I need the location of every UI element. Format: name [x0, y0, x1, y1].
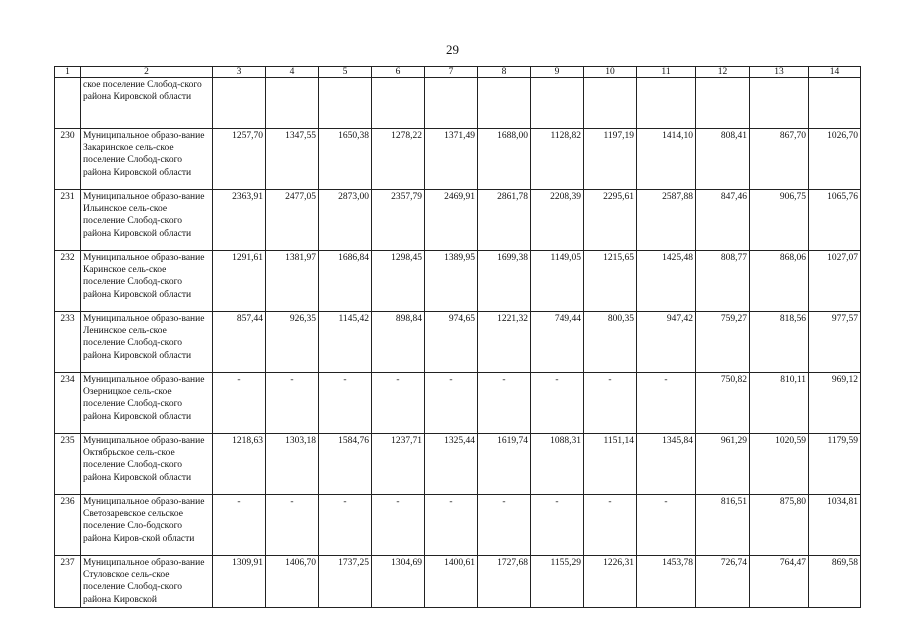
column-header: 1 — [55, 67, 81, 78]
row-number-cell: 237 — [55, 556, 81, 608]
value-cell: 818,56 — [750, 312, 809, 373]
value-cell: - — [319, 373, 372, 434]
value-cell: 969,12 — [809, 373, 861, 434]
column-header: 5 — [319, 67, 372, 78]
municipality-name: Муниципальное образо-вание Стуловское сель-ское поселение Слобод-ского района Кировской — [81, 556, 213, 608]
value-cell: 750,82 — [696, 373, 750, 434]
value-cell: 1699,38 — [478, 251, 531, 312]
value-cell — [809, 78, 861, 129]
value-cell: 810,11 — [750, 373, 809, 434]
value-cell: 816,51 — [696, 495, 750, 556]
value-cell: - — [319, 495, 372, 556]
value-cell: 2477,05 — [266, 190, 319, 251]
page-number: 29 — [446, 42, 459, 57]
value-cell: 961,29 — [696, 434, 750, 495]
table-row — [55, 495, 861, 556]
value-cell — [637, 78, 696, 129]
value-cell: 1197,19 — [584, 129, 637, 190]
value-cell: - — [372, 373, 425, 434]
value-cell: 1686,84 — [319, 251, 372, 312]
municipality-name: Муниципальное образо-вание Каринское сель-ское поселение Слобод-ского района Кировской области — [81, 251, 213, 312]
value-cell — [425, 78, 478, 129]
value-cell: 857,44 — [213, 312, 266, 373]
value-cell: - — [478, 373, 531, 434]
municipality-name: ское поселение Слобод-ского района Кировской области — [81, 78, 213, 129]
table-row — [55, 312, 861, 373]
column-header: 8 — [478, 67, 531, 78]
value-cell: 726,74 — [696, 556, 750, 608]
table-row — [55, 190, 861, 251]
value-cell: - — [425, 495, 478, 556]
value-cell: 1453,78 — [637, 556, 696, 608]
table-row — [55, 373, 861, 434]
value-cell: 1226,31 — [584, 556, 637, 608]
value-cell: 1414,10 — [637, 129, 696, 190]
value-cell: 1257,70 — [213, 129, 266, 190]
value-cell: 1291,61 — [213, 251, 266, 312]
column-header: 6 — [372, 67, 425, 78]
value-cell: 977,57 — [809, 312, 861, 373]
value-cell: 947,42 — [637, 312, 696, 373]
value-cell — [213, 78, 266, 129]
value-cell — [319, 78, 372, 129]
value-cell: 2357,79 — [372, 190, 425, 251]
value-cell: 1309,91 — [213, 556, 266, 608]
value-cell: 1584,76 — [319, 434, 372, 495]
value-cell: 1381,97 — [266, 251, 319, 312]
column-header: 11 — [637, 67, 696, 78]
column-header: 12 — [696, 67, 750, 78]
value-cell — [750, 78, 809, 129]
column-header: 4 — [266, 67, 319, 78]
column-header: 9 — [531, 67, 584, 78]
column-header: 2 — [81, 67, 213, 78]
column-header: 10 — [584, 67, 637, 78]
value-cell: - — [213, 495, 266, 556]
municipality-name: Муниципальное образо-вание Озерницкое сель-ское поселение Слобод-ского района Кировской области — [81, 373, 213, 434]
value-cell — [696, 78, 750, 129]
value-cell: 2295,61 — [584, 190, 637, 251]
value-cell: 1179,59 — [809, 434, 861, 495]
value-cell: 906,75 — [750, 190, 809, 251]
value-cell: 1737,25 — [319, 556, 372, 608]
municipality-name: Муниципальное образо-вание Ленинское сель-ское поселение Слобод-ского района Кировской области — [81, 312, 213, 373]
value-cell: 1278,22 — [372, 129, 425, 190]
value-cell: 2861,78 — [478, 190, 531, 251]
value-cell: 868,06 — [750, 251, 809, 312]
row-number-cell: 233 — [55, 312, 81, 373]
value-cell: - — [266, 495, 319, 556]
value-cell: 800,35 — [584, 312, 637, 373]
value-cell — [478, 78, 531, 129]
value-cell: 869,58 — [809, 556, 861, 608]
value-cell: 1237,71 — [372, 434, 425, 495]
value-cell: 1128,82 — [531, 129, 584, 190]
value-cell: - — [584, 373, 637, 434]
value-cell: 1027,07 — [809, 251, 861, 312]
value-cell: 1347,55 — [266, 129, 319, 190]
row-number-cell — [55, 78, 81, 129]
value-cell: 2208,39 — [531, 190, 584, 251]
row-number-cell: 231 — [55, 190, 81, 251]
value-cell: 764,47 — [750, 556, 809, 608]
value-cell: 2469,91 — [425, 190, 478, 251]
value-cell: - — [531, 495, 584, 556]
value-cell: - — [637, 495, 696, 556]
value-cell: 1345,84 — [637, 434, 696, 495]
column-number-row — [55, 67, 861, 78]
municipality-name: Муниципальное образо-вание Закаринское сель-ское поселение Слобод-ского района Кировской области — [81, 129, 213, 190]
value-cell: 1155,29 — [531, 556, 584, 608]
value-cell: 1065,76 — [809, 190, 861, 251]
row-number-cell: 236 — [55, 495, 81, 556]
value-cell: 867,70 — [750, 129, 809, 190]
tariff-table — [54, 66, 861, 608]
value-cell: 1727,68 — [478, 556, 531, 608]
value-cell: 1088,31 — [531, 434, 584, 495]
row-number-cell: 235 — [55, 434, 81, 495]
value-cell: 974,65 — [425, 312, 478, 373]
value-cell: 1425,48 — [637, 251, 696, 312]
column-header: 13 — [750, 67, 809, 78]
value-cell: 749,44 — [531, 312, 584, 373]
row-number-cell: 232 — [55, 251, 81, 312]
value-cell: 1034,81 — [809, 495, 861, 556]
value-cell: 847,46 — [696, 190, 750, 251]
table-row — [55, 251, 861, 312]
value-cell: 1298,45 — [372, 251, 425, 312]
value-cell: 759,27 — [696, 312, 750, 373]
value-cell — [372, 78, 425, 129]
value-cell: 1304,69 — [372, 556, 425, 608]
column-header: 14 — [809, 67, 861, 78]
value-cell: 1215,65 — [584, 251, 637, 312]
value-cell: 808,41 — [696, 129, 750, 190]
row-number-cell: 234 — [55, 373, 81, 434]
column-header: 7 — [425, 67, 478, 78]
value-cell — [266, 78, 319, 129]
municipality-name: Муниципальное образо-вание Ильинское сель-ское поселение Слобод-ского района Кировской области — [81, 190, 213, 251]
value-cell: 1026,70 — [809, 129, 861, 190]
value-cell: 898,84 — [372, 312, 425, 373]
value-cell: 808,77 — [696, 251, 750, 312]
value-cell: - — [372, 495, 425, 556]
table-body — [55, 78, 861, 608]
value-cell: - — [425, 373, 478, 434]
value-cell: - — [584, 495, 637, 556]
value-cell: 1020,59 — [750, 434, 809, 495]
table-row — [55, 434, 861, 495]
value-cell: 2587,88 — [637, 190, 696, 251]
municipality-name: Муниципальное образо-вание Октябрьское сель-ское поселение Слобод-ского района Кировской области — [81, 434, 213, 495]
value-cell: - — [266, 373, 319, 434]
continuation-row — [55, 78, 861, 129]
value-cell: 875,80 — [750, 495, 809, 556]
value-cell: 1406,70 — [266, 556, 319, 608]
value-cell: 2873,00 — [319, 190, 372, 251]
value-cell: - — [478, 495, 531, 556]
value-cell: 1218,63 — [213, 434, 266, 495]
value-cell — [531, 78, 584, 129]
value-cell: 1619,74 — [478, 434, 531, 495]
value-cell: 2363,91 — [213, 190, 266, 251]
value-cell: 1389,95 — [425, 251, 478, 312]
value-cell: 1371,49 — [425, 129, 478, 190]
table-row — [55, 129, 861, 190]
column-header: 3 — [213, 67, 266, 78]
value-cell: 1145,42 — [319, 312, 372, 373]
value-cell: 1149,05 — [531, 251, 584, 312]
value-cell: 926,35 — [266, 312, 319, 373]
value-cell: 1400,61 — [425, 556, 478, 608]
row-number-cell: 230 — [55, 129, 81, 190]
value-cell: 1303,18 — [266, 434, 319, 495]
value-cell: 1325,44 — [425, 434, 478, 495]
value-cell: - — [637, 373, 696, 434]
value-cell: - — [213, 373, 266, 434]
value-cell: 1151,14 — [584, 434, 637, 495]
value-cell: 1688,00 — [478, 129, 531, 190]
value-cell — [584, 78, 637, 129]
value-cell: 1221,32 — [478, 312, 531, 373]
value-cell: 1650,38 — [319, 129, 372, 190]
value-cell: - — [531, 373, 584, 434]
table-row — [55, 556, 861, 608]
municipality-name: Муниципальное образо-вание Светозаревское сельское поселение Сло-бодского района Киров-ской области — [81, 495, 213, 556]
